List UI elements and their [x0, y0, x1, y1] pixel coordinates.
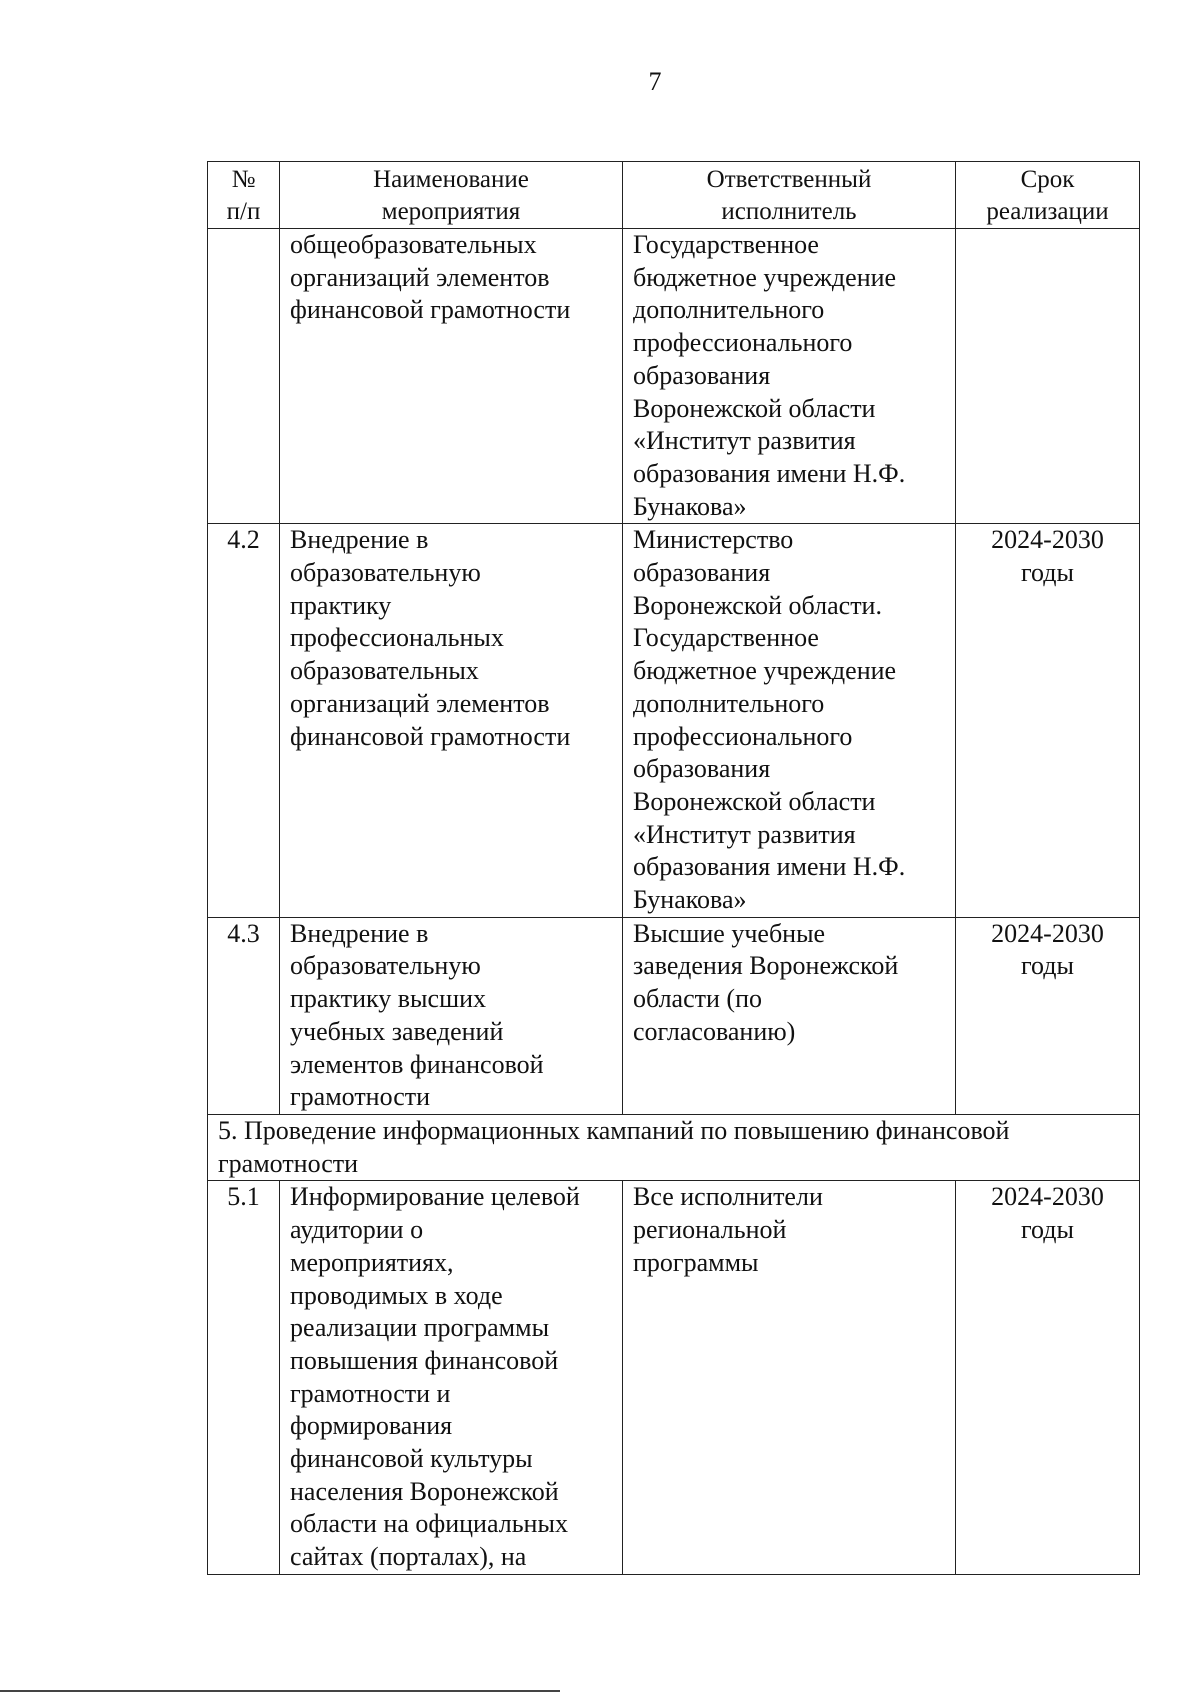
cell-text-line: Воронежской области	[633, 393, 876, 423]
measures-table	[207, 161, 1140, 1575]
header-number	[208, 162, 280, 229]
cell-text-line: сайтах (порталах), на	[290, 1542, 527, 1572]
cell-text-line: профессионального	[633, 328, 853, 358]
cell-term	[956, 229, 1140, 524]
cell-responsible	[623, 1181, 956, 1574]
cell-text-line: Воронежской области.	[633, 590, 882, 620]
cell-text-line: профессионального	[633, 721, 853, 751]
cell-text-line: учебных заведений	[290, 1016, 504, 1046]
cell-text-line: Внедрение в	[290, 525, 429, 555]
cell-responsible	[623, 524, 956, 917]
header-text: п/п	[226, 198, 261, 225]
cell-text-line: элементов финансовой	[290, 1049, 544, 1079]
cell-text-line: образовательных	[290, 656, 479, 686]
cell-term	[956, 524, 1140, 917]
cell-text-line: 2024-2030	[991, 525, 1104, 555]
cell-text-line: Все исполнители	[633, 1182, 823, 1212]
cell-text-line: дополнительного	[633, 295, 825, 325]
cell-text-line: Бунакова»	[633, 491, 747, 521]
cell-text-line: аудитории о	[290, 1215, 424, 1245]
cell-text-line: финансовой культуры	[290, 1444, 533, 1474]
cell-text-line: проводимых в ходе	[290, 1280, 503, 1310]
cell-text-line: образования имени Н.Ф.	[633, 852, 906, 882]
cell-responsible	[623, 917, 956, 1114]
cell-text-line: профессиональных	[290, 623, 504, 653]
cell-text-line: заведения Воронежской	[633, 951, 899, 981]
header-responsible	[623, 162, 956, 229]
cell-text-line: практику	[290, 590, 392, 620]
cell-text-line: Государственное	[633, 623, 819, 653]
cell-number: 4.2	[208, 524, 280, 917]
cell-text-line: финансовой грамотности	[290, 295, 571, 325]
cell-text-line: области (по	[633, 984, 762, 1014]
page-number: 7	[648, 67, 662, 96]
cell-text-line: организаций элементов	[290, 262, 550, 292]
cell-text-line: реализации программы	[290, 1313, 550, 1343]
cell-term	[956, 1181, 1140, 1574]
cell-text-line: образовательную	[290, 558, 481, 588]
cell-text-line: бюджетное учреждение	[633, 262, 897, 292]
cell-text-line: согласованию)	[633, 1016, 796, 1046]
header-text: Наименование	[373, 166, 529, 193]
section-title-line: 5. Проведение информационных кампаний по повышению финансовой	[218, 1115, 1010, 1145]
cell-text-line: финансовой грамотности	[290, 721, 571, 751]
header-text: Ответственный	[706, 166, 872, 193]
cell-name	[280, 1181, 623, 1574]
cell-text-line: Высшие учебные	[633, 918, 826, 948]
cell-text-line: Государственное	[633, 230, 819, 259]
table-row	[208, 1181, 1140, 1574]
section-title	[208, 1114, 1140, 1180]
cell-responsible	[623, 229, 956, 524]
header-text: реализации	[986, 198, 1109, 225]
cell-text-line: Информирование целевой	[290, 1182, 580, 1212]
cell-text-line: грамотности	[290, 1082, 431, 1112]
cell-number	[208, 229, 280, 524]
cell-text-line: бюджетное учреждение	[633, 656, 897, 686]
header-term	[956, 162, 1140, 229]
header-text: №	[231, 166, 256, 193]
section-title-line: грамотности	[218, 1148, 359, 1178]
cell-text-line: Министерство	[633, 525, 794, 555]
cell-text-line: Внедрение в	[290, 918, 429, 948]
cell-text-line: региональной	[633, 1215, 787, 1245]
cell-text-line: практику высших	[290, 984, 487, 1014]
table-header-row	[208, 162, 1140, 229]
cell-name	[280, 229, 623, 524]
cell-text-line: «Институт развития	[633, 819, 856, 849]
cell-text-line: программы	[633, 1247, 759, 1277]
cell-text-line: образования имени Н.Ф.	[633, 458, 906, 488]
cell-text-line: грамотности и	[290, 1378, 451, 1408]
cell-text-line: 2024-2030	[991, 918, 1104, 948]
cell-text-line: населения Воронежской	[290, 1476, 559, 1506]
cell-text-line: области на официальных	[290, 1509, 568, 1539]
cell-number: 5.1	[208, 1181, 280, 1574]
cell-text-line: годы	[1021, 951, 1074, 981]
table-row	[208, 229, 1140, 524]
cell-text-line: образования	[633, 360, 771, 390]
cell-text-line: годы	[1021, 558, 1074, 588]
cell-name	[280, 917, 623, 1114]
cell-text-line: образования	[633, 754, 771, 784]
cell-text-line: образовательную	[290, 951, 481, 981]
header-text: исполнитель	[721, 198, 857, 225]
cell-text-line: формирования	[290, 1411, 453, 1441]
header-name	[280, 162, 623, 229]
cell-number: 4.3	[208, 917, 280, 1114]
header-text: мероприятия	[381, 198, 521, 225]
cell-text-line: образования	[633, 558, 771, 588]
section-row	[208, 1114, 1140, 1180]
table-row	[208, 524, 1140, 917]
cell-text-line: общеобразовательных	[290, 230, 537, 259]
cell-text-line: Воронежской области	[633, 786, 876, 816]
cell-text-line: дополнительного	[633, 688, 825, 718]
cell-text-line: 2024-2030	[991, 1182, 1104, 1212]
cell-name	[280, 524, 623, 917]
cell-text-line: «Институт развития	[633, 426, 856, 456]
header-text: Срок	[1020, 166, 1075, 193]
cell-text-line: повышения финансовой	[290, 1345, 559, 1375]
cell-text-line: годы	[1021, 1215, 1074, 1245]
cell-text-line: Бунакова»	[633, 885, 747, 915]
cell-text-line: организаций элементов	[290, 688, 550, 718]
cell-term	[956, 917, 1140, 1114]
table-row	[208, 917, 1140, 1114]
cell-text-line: мероприятиях,	[290, 1247, 454, 1277]
